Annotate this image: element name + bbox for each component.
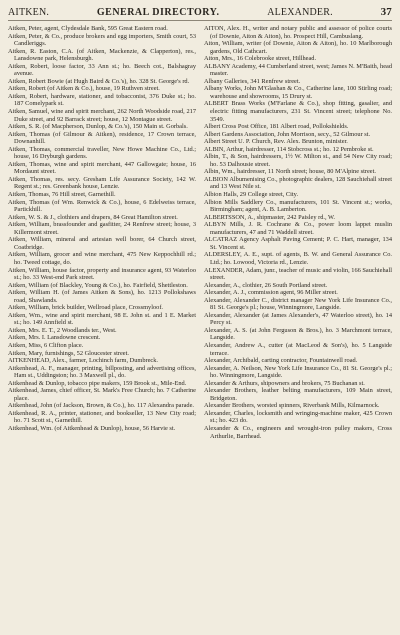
directory-entry: Aitken, Robert (of Aitken & Co.), house, 19 Ruthven street. (8, 85, 160, 93)
directory-entry: Aitken, Thomas, commercial traveller, New Howe Machine Co., Ltd.; house, 16 Dryburgh gardens. (8, 145, 196, 161)
directory-columns (8, 25, 392, 440)
directory-entry: Alexander, Andrew A., cutter (at MacLeod & Son's), ho. 5 Langside terrace. (204, 341, 392, 357)
directory-entry: Aitkenhead, Wm. (of Aitkenhead & Dunlop), house, 56 Harvie st. (8, 424, 176, 432)
directory-entry: Alexander, A. S. (at John Ferguson & Bros.), ho. 3 Marchmont terrace, Langside. (204, 326, 392, 342)
directory-entry: Albion Mills Saddlery Co., manufacturers, 101 St. Vincent st.; works, Birmingham; agent, A. B. Lamberton. (204, 198, 392, 214)
directory-entry: ALCATRAZ Agency Asphalt Paving Cement; P. C. Hart, manager, 134 St. Vincent st. (204, 236, 392, 251)
directory-entry: Aitken, W. S. & J., clothiers and drapers, 84 Great Hamilton street. (8, 213, 178, 221)
directory-entry: Aitken, William, mineral and artesian well borer, 64 Church street, Coatbridge. (8, 236, 196, 251)
directory-entry: Aitken, Thomas, 76 Hill street, Garnethill. (8, 191, 116, 199)
directory-entry: AITKENHEAD, Alex., farmer, Lochinch farm, Dumbreck. (8, 357, 159, 365)
directory-entry: Aitken, Thomas, wine and spirit merchant, 447 Gallowgate; house, 16 Mordaunt street. (8, 160, 196, 176)
directory-entry: Aitkenhead, A. F., manager, printing, billposting, and advertising offices, Ham st., Uddingston; ho. 3 Maxwell pl., do. (8, 364, 196, 380)
directory-entry: Aitken, Miss, 6 Clifton place. (8, 341, 84, 349)
directory-entry: Albert Cross Post Office, 181 Albert road, Pollokshields. (204, 123, 349, 131)
directory-entry: Aitkenhead, James, chief officer, St. Mark's Free Church; ho. 7 Catherine place. (8, 387, 196, 402)
directory-entry: Aitkenhead, John (of Jackson, Brown, & Co.), ho. 117 Alexandra parade. (8, 402, 194, 410)
directory-entry: Albin, T., & Son, hairdressers, 1½ W. Milton st., and 54 New City road; ho. 53 Dalhousie street. (204, 153, 392, 168)
directory-entry: Aitkenhead & Dunlop, tobacco pipe makers, 159 Brook st., Mile-End. (8, 379, 187, 387)
header-center: GENERAL DIRECTORY. (96, 7, 220, 18)
directory-entry: ALBERTSSON, A., shipmaster, 242 Paisley rd., W. (204, 213, 335, 221)
directory-entry: ALDERSLEY, A. E., supt. of agents, B. W. and General Assurance Co. Ltd.; ho. Lowood, Victoria rd., Lenzie. (204, 251, 392, 266)
directory-entry: Alexander & Arthurs, shipowners and brokers, 75 Buchanan st. (204, 379, 365, 387)
directory-entry: Aitken, William H. (of James Aitken & Sons), ho. 1213 Pollokshaws road, Shawlands. (8, 289, 196, 304)
directory-entry: Aitkenhead, R. A., printer, stationer, and bookseller, 13 New City road; ho. 71 Scott st., Garnethill. (8, 409, 196, 425)
directory-entry: Aitken, William, brassfounder and gasfitter, 24 Renfrew street; house, 3 Killermont street. (8, 221, 196, 236)
directory-entry: Alexander Brothers, leather belting manufacturers, 109 Main street, Bridgeton. (204, 387, 392, 402)
directory-entry: Aitken, R. Easton, C.A. (of Aitken, Mackenzie, & Clapperton), res., Lansdowne park, Helensburgh. (8, 47, 196, 63)
directory-entry: Albany Works, John M'Glashan & Co., Catherine lane, 100 Stirling road; warehouse and showrooms, 15 Drury st. (204, 85, 392, 100)
directory-entry: ALBYN Mills, J. R. Cochrane & Co., power loom lappet muslin manufacturers, 47 and 71 Waddell street. (204, 221, 392, 236)
page-header (8, 6, 392, 21)
directory-entry: ALEXANDER, Adam, junr., teacher of music and violin, 166 Sauchiehall street. (204, 266, 392, 282)
directory-entry: Aitken, Mrs. E. T., 2 Woodlands ter., West. (8, 326, 117, 334)
directory-entry: Aitken, Robert, hardware, stationer, and tobacconist, 376 Duke st.; ho. 187 Comelypark st. (8, 92, 196, 108)
directory-entry: Aitken, Mrs. I. Lansdowne crescent. (8, 334, 101, 342)
directory-entry: Aitken, Mary, furnishings, 52 Gloucester street. (8, 349, 129, 357)
directory-entry: ALBION Albumenising Co., photographic dealers, 128 Sauchiehall street and 13 West Nile st. (204, 175, 392, 191)
directory-entry: Aiton, William, writer (of Downie, Aiton & Aiton), ho. 10 Marlborough gardens, Old Cathcart. (204, 40, 392, 55)
directory-entry: Aiton, Mrs., 16 Colebrooke street, Hillhead. (204, 55, 317, 63)
directory-entry: Alexander, A. J., commission agent, 96 Miller street. (204, 289, 338, 297)
directory-entry: Aitken, Peter, & Co., produce brokers and egg importers, Smith court, 53 Candleriggs. (8, 32, 196, 48)
directory-entry: Aitken, William, grocer and wine merchant, 475 New Keppochhill rd.; ho. Tweed cottage, do. (8, 251, 196, 266)
left-column (8, 25, 196, 440)
directory-entry: Alexander, Alexander (at James Alexander's, 47 Waterloo street), ho. 14 Percy st. (204, 311, 392, 327)
directory-entry: Albert Gardens Association, John Morrison, secy., 52 Gilmour st. (204, 130, 371, 138)
directory-entry: Alexander Brothers, worsted spinners, Riverbank Mills, Kilmarnock. (204, 402, 380, 410)
directory-entry: Aitken, Thomas (of Wm. Renwick & Co.), house, 6 Edelweiss terrace, Partickhill. (8, 198, 196, 214)
directory-entry: Aitken, Robert, loose factor, 33 Ann st.; ho. Beech cot., Balshagray avenue. (8, 62, 196, 78)
directory-entry: Aitken, Samuel, wine and spirit merchant, 262 North Woodside road, 217 Duke street, and 92 Barrack street; house, 12 Montague street. (8, 108, 196, 123)
header-right: ALEXANDER. (267, 7, 333, 18)
directory-entry: Aitken, Wm., wine and spirit merchant, 98 E. John st. and 1 E. Market st.; ho. 149 Annfield st. (8, 311, 196, 327)
directory-entry: Alexander, Alexander C., district manager New York Life Insurance Co., 81 St. George's pl.; house, Winningmore, Langside. (204, 296, 392, 312)
directory-entry: ALBERT Brass Works (M'Farlane & Co.), shop fitting, gasalier, and electric fitting manufacturers, 231 St. Vincent street; telephone No. 3549. (204, 100, 392, 123)
directory-entry: Alexander & Co., engineers and wrought-iron pulley makers, Cross Arthurlie, Barrhead. (204, 424, 392, 440)
directory-entry: Aitken, William (of Blackley, Young & Co.), ho. Fairfield, Shettleston. (8, 281, 188, 289)
directory-entry: Albany Galleries, 341 Renfrew street. (204, 77, 301, 85)
directory-entry: Alexander, Charles, locksmith and wringing-machine maker, 425 Crown st.; ho. 423 do. (204, 409, 392, 425)
directory-entry: Alexander, A. Neilson, New York Life Insurance Co., 81 St. George's pl.; ho. Winningmore, Langside. (204, 364, 392, 380)
directory-entry: Aitken, Robert Bowie (at Hugh Baird & Co.'s), ho. 328 St. George's rd. (8, 77, 190, 85)
right-column (204, 25, 392, 440)
page-number: 37 (380, 6, 392, 18)
directory-entry: Aitken, Thomas (of Gilmour & Aitken), residence, 17 Crown terrace, Downanhill. (8, 130, 196, 146)
directory-entry: Albert Street U. P. Church, Rev. Alex. Brunton, minister. (204, 138, 348, 146)
directory-entry: ALBANY Academy, 44 Cumberland street, west; James N. M'Baith, head master. (204, 62, 392, 78)
header-left: AITKEN. (8, 7, 50, 18)
directory-entry: Aitken, S. R. (of Macpherson, Dunlop, & Co.'s), 150 Main st. Gorbals. (8, 123, 188, 131)
directory-entry: Alexander, A., clothier, 26 South Portland street. (204, 281, 328, 289)
directory-entry: Aitken, William, house factor, property and insurance agent, 93 Waterloo st.; ho. 33 West-end Park street. (8, 266, 196, 282)
directory-entry: AITON, Alex. H., writer and notary public and assessor of police courts (of Downie, Aiton & Aiton), ho. Prospect Hill, Cambuslang. (204, 25, 392, 40)
directory-entry: Aitken, Thomas, res. secy. Gresham Life Assurance Society, 142 W. Regent st.; res. Greenbank house, Lenzie. (8, 175, 196, 191)
directory-entry: Alexander, Archibald, carting contractor, Fountainwell road. (204, 357, 358, 365)
directory-entry: Aitken, William, brick builder, Wellroad place, Crossmyloof. (8, 304, 164, 312)
directory-entry: ALBIN, Arthur, hairdresser, 114 Stobcross st.; ho. 12 Pembroke st. (204, 145, 374, 153)
directory-entry: Albion Halls, 29 College street, City. (204, 191, 299, 199)
directory-entry: Albin, Wm., hairdresser, 11 North street; house, 80 M'Alpine street. (204, 168, 376, 176)
directory-entry: Aitken, Peter, agent, Clydesdale Bank, 595 Great Eastern road. (8, 25, 168, 32)
